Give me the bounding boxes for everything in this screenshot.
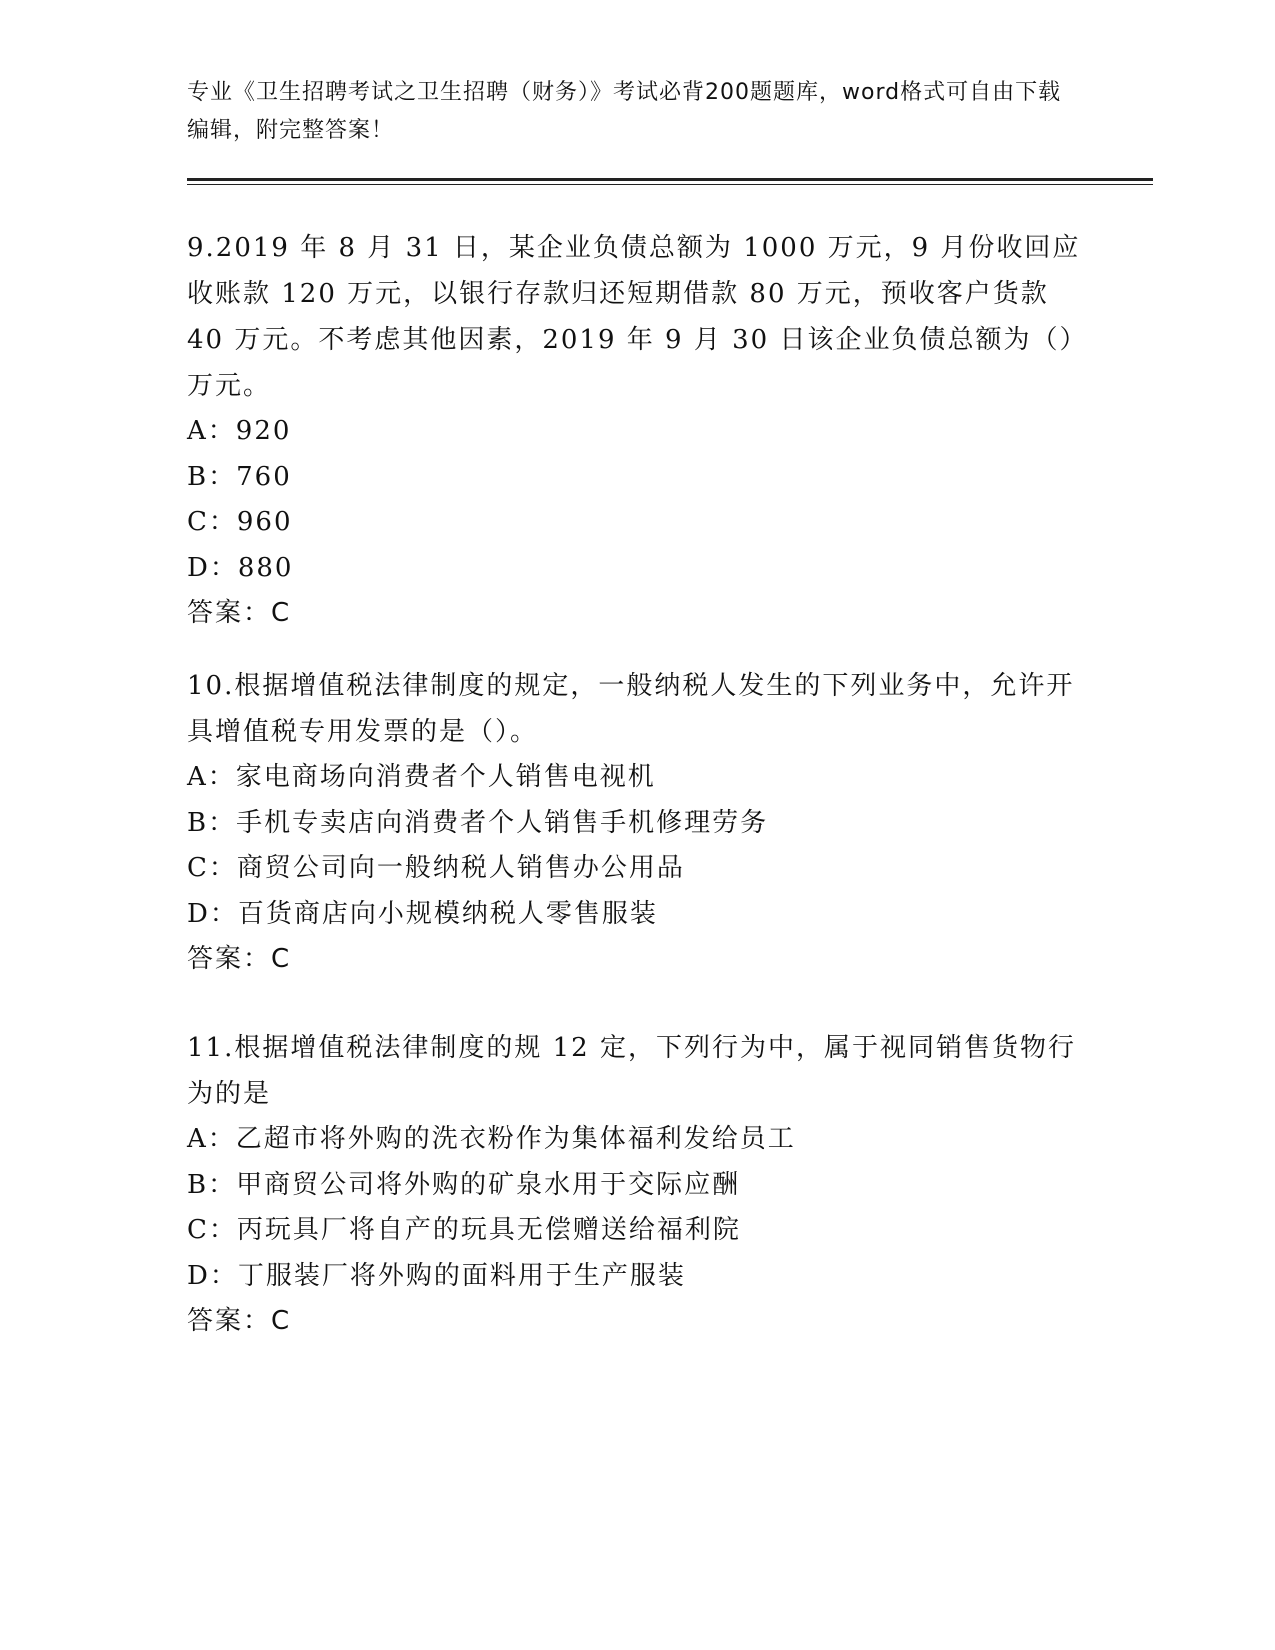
option-a: A：乙超市将外购的洗衣粉作为集体福利发给员工: [187, 1124, 796, 1154]
option-d: D：丁服装厂将外购的面料用于生产服装: [187, 1260, 686, 1291]
option-a: A：家电商场向消费者个人销售电视机: [187, 762, 656, 792]
document-header: 专业《卫生招聘考试之卫生招聘（财务）》考试必背200题题库，word格式可自由下载编辑，附完整答案！: [187, 80, 1062, 143]
option-d: D：百货商店向小规模纳税人零售服装: [187, 898, 658, 929]
question-text: 10.根据增值税法律制度的规定，一般纳税人发生的下列业务中，允许开具增值税专用发票的是（）。: [187, 671, 1075, 747]
option-a: A：920: [187, 416, 292, 446]
option-d: D：880: [187, 552, 294, 583]
answer-label: 答案：C: [187, 598, 292, 628]
option-c: C：商贸公司向一般纳税人销售办公用品: [187, 853, 685, 883]
question-text: 9.2019 年 8 月 31 日，某企业负债总额为 1000 万元，9 月份收回应收账款 120 万元，以银行存款归还短期借款 80 万元，预收客户货款 40 万元。不考虑其他因素，2019 年 9 月 30 日该企业负债总额为（）万元。: [187, 233, 1081, 401]
answer-label: 答案：C: [187, 1306, 292, 1336]
question-text: 11.根据增值税法律制度的规 12 定，下列行为中，属于视同销售货物行为的是: [187, 1033, 1076, 1109]
option-b: B：甲商贸公司将外购的矿泉水用于交际应酬: [187, 1169, 741, 1200]
question-9: [187, 225, 1087, 636]
option-b: B：760: [187, 461, 292, 492]
option-c: C：丙玩具厂将自产的玩具无偿赠送给福利院: [187, 1215, 741, 1245]
answer-label: 答案：C: [187, 944, 292, 974]
option-c: C：960: [187, 507, 293, 537]
option-b: B：手机专卖店向消费者个人销售手机修理劳务: [187, 807, 769, 838]
question-10: [187, 663, 1087, 982]
question-11: [187, 1025, 1087, 1344]
header-divider-thin: [187, 184, 1153, 185]
header-divider: [187, 178, 1153, 181]
